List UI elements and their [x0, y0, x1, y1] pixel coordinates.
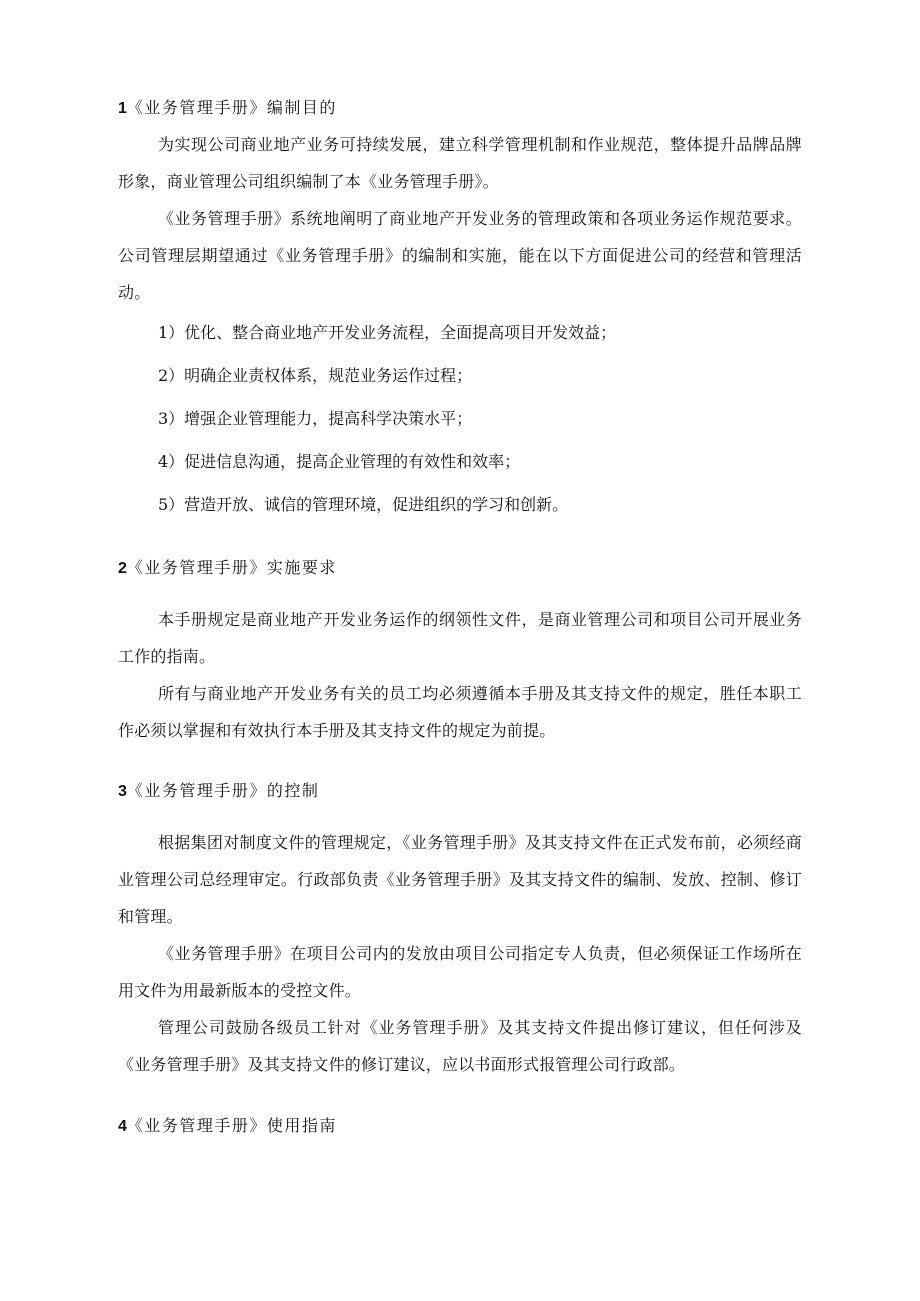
- section-number: 1: [118, 100, 127, 117]
- list-item: 2）明确企业责权体系，规范业务运作过程；: [158, 366, 473, 385]
- paragraph: 根据集团对制度文件的管理规定，《业务管理手册》及其支持文件在正式发布前，必须经商业管理公司总经理审定。行政部负责《业务管理手册》及其支持文件的编制、发放、控制、修订和管理。: [118, 833, 802, 926]
- section-2-heading: [118, 555, 337, 578]
- section-title: 《业务管理手册》的控制: [126, 781, 320, 800]
- paragraph: 《业务管理手册》系统地阐明了商业地产开发业务的管理政策和各项业务运作规范要求。公司管理层期望通过《业务管理手册》的编制和实施，能在以下方面促进公司的经营和管理活动。: [118, 209, 802, 302]
- section-4-heading: [118, 1113, 337, 1136]
- section-number: 4: [118, 1118, 127, 1135]
- section-number: 3: [118, 783, 127, 800]
- paragraph: 本手册规定是商业地产开发业务运作的纲领性文件，是商业管理公司和项目公司开展业务工作的指南。: [118, 610, 802, 666]
- paragraph: 《业务管理手册》在项目公司内的发放由项目公司指定专人负责，但必须保证工作场所在用文件为用最新版本的受控文件。: [118, 944, 802, 1000]
- section-title: 《业务管理手册》实施要求: [126, 558, 337, 577]
- paragraph: 所有与商业地产开发业务有关的员工均必须遵循本手册及其支持文件的规定，胜任本职工作必须以掌握和有效执行本手册及其支持文件的规定为前提。: [118, 684, 802, 740]
- list-item: 3）增强企业管理能力，提高科学决策水平；: [158, 409, 473, 428]
- section-3-heading: [118, 778, 319, 801]
- paragraph: 为实现公司商业地产业务可持续发展，建立科学管理机制和作业规范，整体提升品牌品牌形象，商业管理公司组织编制了本《业务管理手册》。: [118, 135, 802, 191]
- section-title: 《业务管理手册》使用指南: [126, 1116, 337, 1135]
- section-number: 2: [118, 560, 127, 577]
- list-item: 5）营造开放、诚信的管理环境，促进组织的学习和创新。: [158, 495, 569, 514]
- list-item: 1）优化、整合商业地产开发业务流程，全面提高项目开发效益；: [158, 323, 617, 342]
- list-item: 4）促进信息沟通，提高企业管理的有效性和效率；: [158, 452, 521, 471]
- section-title: 《业务管理手册》编制目的: [126, 98, 337, 117]
- paragraph: 管理公司鼓励各级员工针对《业务管理手册》及其支持文件提出修订建议，但任何涉及《业务管理手册》及其支持文件的修订建议，应以书面形式报管理公司行政部。: [118, 1018, 802, 1074]
- section-1-heading: [118, 95, 337, 118]
